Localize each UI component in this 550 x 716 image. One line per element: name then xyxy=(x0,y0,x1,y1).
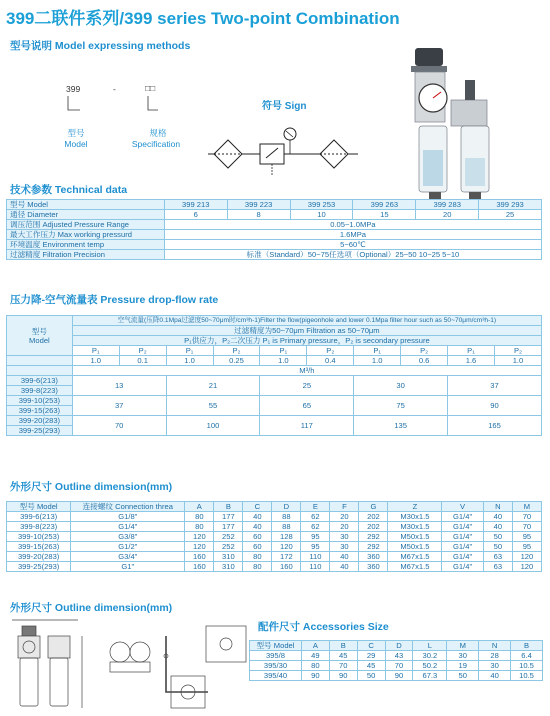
flow-note-row xyxy=(7,326,542,336)
flow-model-cell: 399-20(283) xyxy=(7,416,73,426)
acc-cell: 70 xyxy=(385,661,413,671)
spec-label-cn: 规格 xyxy=(149,128,167,138)
outline-cell: 172 xyxy=(272,552,301,562)
outline-cell: 399-6(213) xyxy=(7,512,71,522)
outline-cell: 110 xyxy=(301,562,330,572)
outline-cell: 88 xyxy=(272,512,301,522)
outline-cell: 40 xyxy=(243,522,272,532)
outline-cell: M67x1.5 xyxy=(388,552,442,562)
flow-model-cell: 399-25(293) xyxy=(7,426,73,436)
acc-cell: 90 xyxy=(385,671,413,681)
acc-header-cell: C xyxy=(357,641,385,651)
model-code-dash: - xyxy=(113,84,116,94)
outline-cell: 60 xyxy=(243,542,272,552)
tech-row-max-pressure xyxy=(7,230,542,240)
acc-cell: 90 xyxy=(301,671,329,681)
flow-p-value: 0.4 xyxy=(307,356,354,366)
outline-cell: 399-8(223) xyxy=(7,522,71,532)
accessories-heading: 配件尺寸 Accessories Size xyxy=(258,621,389,633)
flow-value: 70 xyxy=(72,416,166,436)
outline-cell: 160 xyxy=(185,562,214,572)
outline-cell: G3/4" xyxy=(71,552,185,562)
tech-span-cell: 1.6MPa xyxy=(164,230,541,240)
outline-cell: 40 xyxy=(483,512,512,522)
flow-note-1: 空气流量(压降0.1Mpa过滤度50~70μm时/cm³h-1)Filter the flow(pigeonhole and lower 0.1Mpa filter hour such as 50~70μm/cm³h-1) xyxy=(72,316,541,326)
outline-header-cell: N xyxy=(483,502,512,512)
tech-span-cell: 0.05~1.0MPa xyxy=(164,220,541,230)
outline-cell: 120 xyxy=(185,542,214,552)
tech-cell: 6 xyxy=(164,210,227,220)
flow-note-3: P₁供应力，P₂二次压力 P₁ is Primary pressure，P₂ is secondary pressure xyxy=(72,336,541,346)
outline-cell: G1/4" xyxy=(442,542,483,552)
flow-p-label-row xyxy=(7,346,542,356)
outline-cell: 360 xyxy=(359,552,388,562)
tech-header-cell: 399 223 xyxy=(227,200,290,210)
flow-p-label: P₁ xyxy=(72,346,119,356)
outline-cell: 252 xyxy=(214,542,243,552)
outline-row xyxy=(7,532,542,542)
flow-data-row xyxy=(7,376,542,386)
flow-value: 135 xyxy=(354,416,448,436)
outline-cell: 292 xyxy=(359,532,388,542)
outline-cell: G3/8" xyxy=(71,532,185,542)
tech-row-diameter xyxy=(7,210,542,220)
outline-cell: M50x1.5 xyxy=(388,542,442,552)
outline-cell: 160 xyxy=(272,562,301,572)
outline-cell: 20 xyxy=(330,522,359,532)
outline-cell: G1/4" xyxy=(442,512,483,522)
outline-cell: G1/8" xyxy=(71,512,185,522)
outline-header-cell: M xyxy=(512,502,541,512)
flow-section-heading: 压力降-空气流量表 Pressure drop-flow rate xyxy=(10,294,219,306)
tech-row-label: 通径 Diameter xyxy=(7,210,165,220)
flow-value: 37 xyxy=(72,396,166,416)
flow-value: 25 xyxy=(260,376,354,396)
flow-p-value: 0.1 xyxy=(119,356,166,366)
tech-row-temp xyxy=(7,240,542,250)
outline-header-cell: F xyxy=(330,502,359,512)
outline-drawings xyxy=(8,616,258,716)
outline-cell: 60 xyxy=(243,532,272,542)
outline-cell: 202 xyxy=(359,522,388,532)
outline-cell: G1/2" xyxy=(71,542,185,552)
symbol-label: 符号 Sign xyxy=(262,101,307,112)
outline-cell: 20 xyxy=(330,512,359,522)
acc-header-cell: N xyxy=(479,641,511,651)
acc-cell: 30 xyxy=(447,651,479,661)
outline-cell: 310 xyxy=(214,562,243,572)
outline-cell: 70 xyxy=(512,512,541,522)
outline-header-cell: 连接螺纹 Connection threa xyxy=(71,502,185,512)
outline-cell: 110 xyxy=(301,552,330,562)
outline-cell: 95 xyxy=(301,542,330,552)
tech-header-cell: 399 293 xyxy=(479,200,542,210)
outline-cell: 88 xyxy=(272,522,301,532)
acc-cell: 90 xyxy=(329,671,357,681)
outline-header-cell: 型号 Model xyxy=(7,502,71,512)
flow-model-cell: 399-6(213) xyxy=(7,376,73,386)
flow-note-row xyxy=(7,336,542,346)
outline-cell: 40 xyxy=(330,562,359,572)
acc-cell: 30.2 xyxy=(413,651,447,661)
outline-row xyxy=(7,542,542,552)
flow-p-value: 1.0 xyxy=(354,356,401,366)
tech-header-cell: 399 283 xyxy=(416,200,479,210)
outline-drawing-heading: 外形尺寸 Outline dimension(mm) xyxy=(10,602,173,614)
outline-cell: 292 xyxy=(359,542,388,552)
flow-model-cell: 399-15(263) xyxy=(7,406,73,416)
outline-cell: 310 xyxy=(214,552,243,562)
flow-p-value: 0.25 xyxy=(213,356,260,366)
flow-p-label: P₁ xyxy=(166,346,213,356)
acc-header-cell: M xyxy=(447,641,479,651)
flow-p-value: 1.0 xyxy=(260,356,307,366)
acc-header-cell: B xyxy=(329,641,357,651)
tech-row-pressure-range xyxy=(7,220,542,230)
flow-unit-row xyxy=(7,366,542,376)
flow-model-en: Model xyxy=(29,335,50,345)
outline-header-cell: E xyxy=(301,502,330,512)
outline-cell: 95 xyxy=(301,532,330,542)
tech-cell: 25 xyxy=(479,210,542,220)
outline-cell: 120 xyxy=(185,532,214,542)
acc-header-cell: D xyxy=(385,641,413,651)
outline-header-cell: A xyxy=(185,502,214,512)
tech-cell: 8 xyxy=(227,210,290,220)
flow-value: 90 xyxy=(448,396,542,416)
flow-p-label: P₂ xyxy=(494,346,541,356)
flow-value: 65 xyxy=(260,396,354,416)
outline-cell: G1/4" xyxy=(442,532,483,542)
outline-table xyxy=(6,501,542,572)
outline-cell: 252 xyxy=(214,532,243,542)
tech-row-label: 环境温度 Environment temp xyxy=(7,240,165,250)
tech-cell: 10 xyxy=(290,210,353,220)
outline-cell: 80 xyxy=(185,512,214,522)
model-label-en: Model xyxy=(64,139,88,149)
outline-cell: G1" xyxy=(71,562,185,572)
flow-p-label: P₂ xyxy=(307,346,354,356)
flow-p-value-row xyxy=(7,356,542,366)
accessories-header-row xyxy=(250,641,543,651)
acc-cell: 29 xyxy=(357,651,385,661)
flow-p-value: 0.6 xyxy=(401,356,448,366)
model-label-cn: 型号 xyxy=(67,128,85,138)
outline-cell: M50x1.5 xyxy=(388,532,442,542)
flow-p-label: P₂ xyxy=(401,346,448,356)
outline-cell: 62 xyxy=(301,522,330,532)
tech-section-heading: 技术参数 Technical data xyxy=(10,184,128,196)
tech-row-label: 调压范围 Adjusted Pressure Range xyxy=(7,220,165,230)
product-photo-illustration xyxy=(405,40,545,215)
outline-cell: 120 xyxy=(272,542,301,552)
outline-cell: 177 xyxy=(214,512,243,522)
acc-cell: 10.5 xyxy=(511,661,543,671)
outline-cell: 62 xyxy=(301,512,330,522)
model-code-spec: □□ xyxy=(145,83,156,93)
outline-cell: G1/4" xyxy=(442,562,483,572)
outline-cell: 202 xyxy=(359,512,388,522)
flow-note-2: 过滤精度为50~70μm Filtration as 50~70μm xyxy=(72,326,541,336)
outline-cell: 120 xyxy=(512,562,541,572)
outline-cell: 95 xyxy=(512,542,541,552)
outline-cell: 399-15(263) xyxy=(7,542,71,552)
outline-cell: 30 xyxy=(330,532,359,542)
accessories-row xyxy=(250,651,543,661)
accessories-row xyxy=(250,671,543,681)
model-section-heading: 型号说明 Model expressing methods xyxy=(10,40,191,52)
outline-cell: M30x1.5 xyxy=(388,512,442,522)
outline-cell: 70 xyxy=(512,522,541,532)
flow-value: 75 xyxy=(354,396,448,416)
flow-data-row xyxy=(7,396,542,406)
outline-cell: 399-25(293) xyxy=(7,562,71,572)
acc-cell: 30 xyxy=(479,661,511,671)
tech-header-cell: 399 213 xyxy=(164,200,227,210)
acc-cell: 28 xyxy=(479,651,511,661)
flow-data-row xyxy=(7,416,542,426)
flow-value: 55 xyxy=(166,396,260,416)
tech-header-model: 型号 Model xyxy=(7,200,165,210)
model-code-prefix: 399 xyxy=(66,84,81,94)
outline-row xyxy=(7,562,542,572)
outline-cell: 128 xyxy=(272,532,301,542)
acc-cell: 6.4 xyxy=(511,651,543,661)
acc-cell: 395/30 xyxy=(250,661,302,671)
page-title: 399二联件系列/399 series Two-point Combination xyxy=(6,9,400,28)
outline-section-heading: 外形尺寸 Outline dimension(mm) xyxy=(10,481,173,493)
outline-row xyxy=(7,522,542,532)
outline-cell: M67x1.5 xyxy=(388,562,442,572)
flow-value: 30 xyxy=(354,376,448,396)
acc-cell: 50 xyxy=(357,671,385,681)
flow-p-value: 1.6 xyxy=(448,356,495,366)
acc-header-cell: A xyxy=(301,641,329,651)
tech-header-cell: 399 263 xyxy=(353,200,416,210)
outline-header-cell: G xyxy=(359,502,388,512)
acc-cell: 50.2 xyxy=(413,661,447,671)
outline-cell: 80 xyxy=(243,562,272,572)
flow-p-label: P₂ xyxy=(213,346,260,356)
tech-span-cell: 5~60℃ xyxy=(164,240,541,250)
outline-row xyxy=(7,512,542,522)
flow-value: 37 xyxy=(448,376,542,396)
outline-row xyxy=(7,552,542,562)
acc-cell: 395/8 xyxy=(250,651,302,661)
tech-span-cell: 标准（Standard）50~75任选项（Optional）25~50 10~25 5~10 xyxy=(164,250,541,260)
flow-p-label: P₁ xyxy=(448,346,495,356)
outline-cell: 50 xyxy=(483,532,512,542)
outline-cell: G1/4" xyxy=(71,522,185,532)
outline-cell: 50 xyxy=(483,542,512,552)
acc-header-cell: 型号 Model xyxy=(250,641,302,651)
flow-note-row xyxy=(7,316,542,326)
outline-cell: 40 xyxy=(330,552,359,562)
outline-cell: 63 xyxy=(483,552,512,562)
acc-cell: 19 xyxy=(447,661,479,671)
flow-value: 100 xyxy=(166,416,260,436)
outline-cell: 177 xyxy=(214,522,243,532)
outline-header-cell: C xyxy=(243,502,272,512)
outline-header-cell: Z xyxy=(388,502,442,512)
tech-cell: 20 xyxy=(416,210,479,220)
flow-p-value: 1.0 xyxy=(166,356,213,366)
outline-cell: 360 xyxy=(359,562,388,572)
outline-cell: 399-20(283) xyxy=(7,552,71,562)
flow-model-cell: 399-10(253) xyxy=(7,396,73,406)
flow-model-header xyxy=(7,316,73,356)
outline-header-cell: B xyxy=(214,502,243,512)
flow-p-label: P₁ xyxy=(260,346,307,356)
acc-cell: 67.3 xyxy=(413,671,447,681)
acc-cell: 70 xyxy=(329,661,357,671)
flow-model-cn: 型号 xyxy=(31,326,47,336)
acc-cell: 80 xyxy=(301,661,329,671)
outline-cell: 160 xyxy=(185,552,214,562)
flow-unit: M³/h xyxy=(72,366,541,376)
flow-value: 165 xyxy=(448,416,542,436)
tech-row-label: 过滤精度 Filtration Precision xyxy=(7,250,165,260)
flow-value: 117 xyxy=(260,416,354,436)
acc-cell: 45 xyxy=(329,651,357,661)
accessories-table xyxy=(249,640,543,681)
flow-value: 21 xyxy=(166,376,260,396)
outline-cell: 63 xyxy=(483,562,512,572)
outline-cell: M30x1.5 xyxy=(388,522,442,532)
acc-cell: 10.5 xyxy=(511,671,543,681)
flow-p-value: 1.0 xyxy=(494,356,541,366)
outline-cell: G1/4" xyxy=(442,522,483,532)
tech-table xyxy=(6,199,542,260)
spec-label-en: Specification xyxy=(131,139,181,149)
outline-header-cell: D xyxy=(272,502,301,512)
acc-cell: 50 xyxy=(447,671,479,681)
tech-row-label: 最大工作压力 Max working pressurd xyxy=(7,230,165,240)
flow-model-cell: 399-8(223) xyxy=(7,386,73,396)
acc-header-cell: B xyxy=(511,641,543,651)
flow-p-label: P₂ xyxy=(119,346,166,356)
acc-cell: 395/40 xyxy=(250,671,302,681)
outline-cell: G1/4" xyxy=(442,552,483,562)
outline-cell: 80 xyxy=(185,522,214,532)
flow-table xyxy=(6,315,542,436)
acc-cell: 40 xyxy=(479,671,511,681)
pneumatic-symbol-diagram xyxy=(208,124,368,184)
outline-cell: 120 xyxy=(512,552,541,562)
outline-header-cell: V xyxy=(442,502,483,512)
acc-cell: 49 xyxy=(301,651,329,661)
tech-header-cell: 399 253 xyxy=(290,200,353,210)
flow-value: 13 xyxy=(72,376,166,396)
outline-cell: 30 xyxy=(330,542,359,552)
tech-row-filtration xyxy=(7,250,542,260)
outline-cell: 95 xyxy=(512,532,541,542)
acc-header-cell: L xyxy=(413,641,447,651)
tech-cell: 15 xyxy=(353,210,416,220)
tech-header-row xyxy=(7,200,542,210)
flow-p-value: 1.0 xyxy=(72,356,119,366)
outline-cell: 399-10(253) xyxy=(7,532,71,542)
outline-header-row xyxy=(7,502,542,512)
acc-cell: 43 xyxy=(385,651,413,661)
outline-cell: 40 xyxy=(483,522,512,532)
acc-cell: 45 xyxy=(357,661,385,671)
accessories-row xyxy=(250,661,543,671)
outline-cell: 80 xyxy=(243,552,272,562)
flow-p-label: P₁ xyxy=(354,346,401,356)
outline-cell: 40 xyxy=(243,512,272,522)
